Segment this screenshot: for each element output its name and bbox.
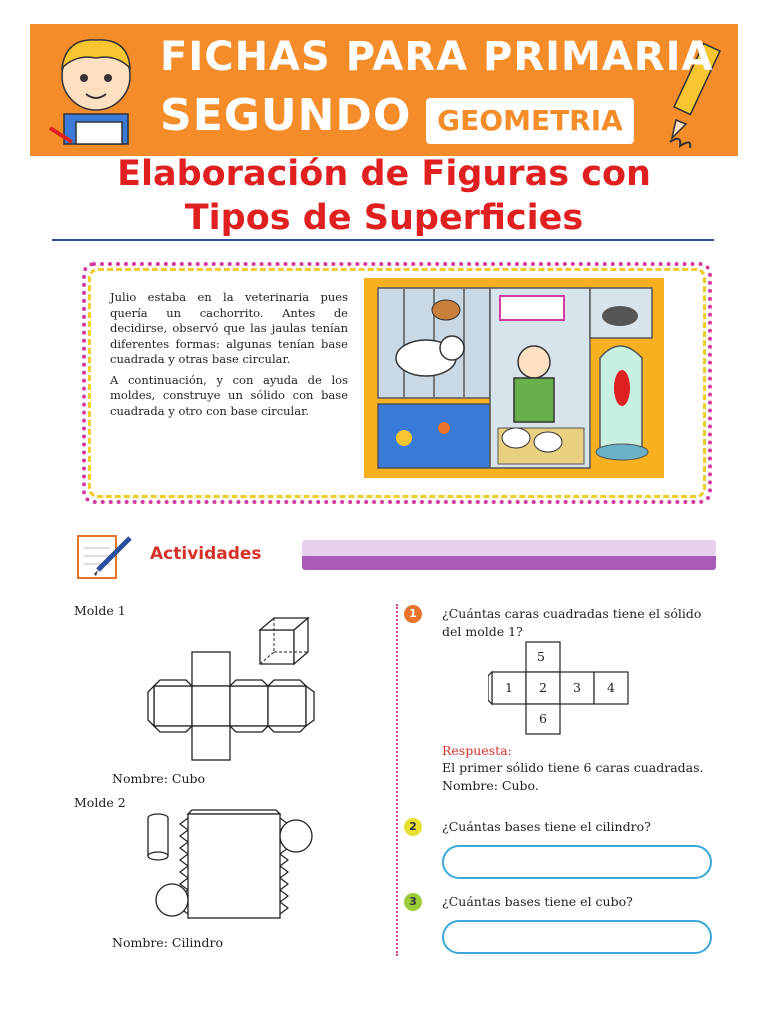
page-title-line1: Elaboración de Figuras con bbox=[117, 154, 651, 194]
child-writing-icon bbox=[36, 28, 156, 152]
answer-line-1: El primer sólido tiene 6 caras cuadradas. bbox=[442, 760, 704, 775]
mold-2-name: Nombre: Cilindro bbox=[112, 935, 223, 950]
question-2-badge: 2 bbox=[404, 818, 422, 836]
mold-1-label: Molde 1 bbox=[74, 603, 126, 618]
net-label-1: 1 bbox=[505, 680, 513, 695]
question-3-text: ¿Cuántas bases tiene el cubo? bbox=[442, 894, 633, 909]
cube-net-mold bbox=[146, 650, 340, 762]
net-label-2: 2 bbox=[539, 680, 547, 695]
pet-shop-illustration bbox=[364, 278, 664, 478]
cylinder-net-mold bbox=[144, 806, 328, 930]
banner-subject-badge bbox=[426, 98, 634, 144]
story-paragraph-1: Julio estaba en la veterinaria pues quería un cachorrito. Antes de decidirse, observó que las jaulas tenían diferentes formas: algunas tenían base cuadrada y otras base circular. bbox=[110, 290, 348, 366]
column-divider bbox=[396, 604, 398, 956]
cube-net-numbered bbox=[488, 640, 630, 736]
banner-subject: GEOMETRIA bbox=[437, 104, 623, 137]
title-divider bbox=[52, 239, 714, 241]
net-label-3: 3 bbox=[573, 680, 581, 695]
story-paragraph-2: A continuación, y con ayuda de los moldes, construye un sólido con base cuadrada y otro con base circular. bbox=[110, 372, 348, 418]
banner-grade: SEGUNDO bbox=[160, 90, 412, 141]
net-label-top: 5 bbox=[537, 649, 545, 664]
question-3-answer-field[interactable] bbox=[442, 920, 712, 954]
page-title-line2: Tipos de Superficies bbox=[184, 198, 584, 238]
activities-label: Actividades bbox=[150, 544, 262, 564]
mold-1-name: Nombre: Cubo bbox=[112, 771, 206, 786]
answer-line-2: Nombre: Cubo. bbox=[442, 778, 539, 793]
question-2-answer-field[interactable] bbox=[442, 845, 712, 879]
net-label-bottom: 6 bbox=[539, 711, 547, 726]
question-1-text: ¿Cuántas caras cuadradas tiene el sólido del molde 1? bbox=[442, 606, 702, 639]
activities-bar-accent bbox=[302, 556, 716, 570]
question-2-text: ¿Cuántas bases tiene el cilindro? bbox=[442, 819, 651, 834]
answer-label: Respuesta: bbox=[442, 743, 512, 758]
page-title bbox=[0, 152, 768, 240]
question-3-badge: 3 bbox=[404, 893, 422, 911]
banner-title: FICHAS PARA PRIMARIA bbox=[160, 34, 714, 80]
mold-2-label: Molde 2 bbox=[74, 795, 126, 810]
story-text bbox=[110, 290, 348, 419]
question-1-badge: 1 bbox=[404, 605, 422, 623]
net-label-4: 4 bbox=[607, 680, 615, 695]
activities-bar bbox=[302, 540, 716, 556]
activities-icon bbox=[74, 530, 134, 582]
